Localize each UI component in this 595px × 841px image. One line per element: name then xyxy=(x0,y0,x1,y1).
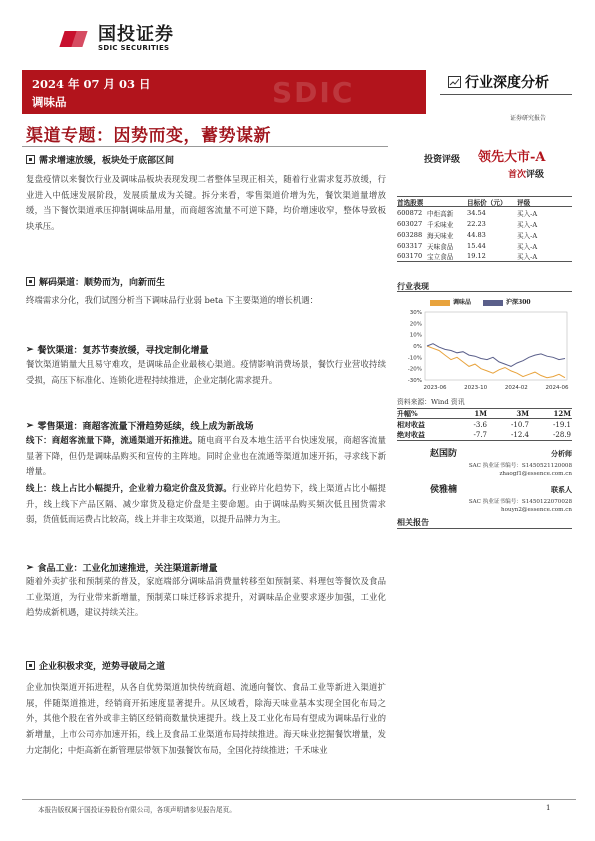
arrow-right-icon: ➢ xyxy=(26,420,34,431)
performance-chart xyxy=(397,306,572,394)
performance-table xyxy=(397,408,572,441)
cell: -7.7 xyxy=(473,431,487,439)
cell: -12.4 xyxy=(511,431,529,439)
section-heading-text: 需求增速放缓，板块处于底部区间 xyxy=(39,156,175,166)
analyst-cert: SAC 执业证书编号：S1450521120008 xyxy=(468,463,572,469)
analyst-email[interactable]: houyn2@essence.com.cn xyxy=(501,507,572,513)
industry-name: 调味品 xyxy=(32,95,67,109)
company-logo xyxy=(62,26,174,52)
sub-heading-catering xyxy=(26,343,209,356)
bullet-square-icon xyxy=(26,277,35,286)
target-price: 22.23 xyxy=(467,219,486,228)
stock-code: 600872 xyxy=(397,208,423,217)
plot-frame xyxy=(425,312,567,380)
bullet-square-icon xyxy=(26,661,35,670)
x-tick-label: 2024-06 xyxy=(545,385,569,391)
rating-value: 领先大市-A xyxy=(478,150,546,165)
legend-swatch xyxy=(483,300,503,306)
analyst-2 xyxy=(430,482,572,513)
target-price: 34.54 xyxy=(467,208,486,217)
stock-code: 603170 xyxy=(397,252,423,260)
catering-body: 餐饮渠道销量大且易守难攻，是调味品企业最核心渠道。疫情影响消费场景，餐饮行业营收持续受损，高压下标准化、连锁化进程持续推进，企业定制化需求提升。 xyxy=(26,359,386,385)
col-header: 评级 xyxy=(517,198,531,207)
online-text: 行业碎片化趋势下，线上渠道占比小幅提升，线上线下产品区隔、减少窜货及稳定价盘是主要命题。由于调味品购买频次低且囤货需求弱，货值低而运费占比较高，线上并非主攻渠道，以提升品牌力为主。 xyxy=(26,483,386,525)
y-tick-label: -20% xyxy=(407,366,422,373)
related-reports-title: 相关报告 xyxy=(397,517,429,527)
divider xyxy=(397,528,572,529)
x-tick-label: 2023-06 xyxy=(423,385,447,391)
retail-online-body xyxy=(26,481,386,528)
cell: -3.6 xyxy=(473,420,487,429)
analyst-title: 联系人 xyxy=(551,485,572,494)
stock-code: 603288 xyxy=(397,230,423,239)
stock-rating: 买入-A xyxy=(517,242,538,251)
y-tick-label: -10% xyxy=(407,355,422,362)
table-row xyxy=(397,218,572,229)
x-tick-label: 2023-10 xyxy=(464,385,488,391)
cell: -10.7 xyxy=(511,420,529,429)
food-industry-body: 随着外卖扩张和预制菜的普及，家庭端部分调味品消费量转移至如预制菜、料理包等餐饮及食品工业渠道，为行业带来新增量，预制菜口味迁移诉求提升，对调味品企业要求逐步加强，工业化趋势成新机遇，建议持续关注。 xyxy=(26,576,386,618)
y-tick-label: 20% xyxy=(409,321,422,328)
performance-title: 行业表现 xyxy=(397,281,429,291)
section-heading-2 xyxy=(26,275,165,288)
col-header: 升幅% xyxy=(397,408,418,418)
doc-type-label: 行业深度分析 xyxy=(465,75,549,91)
table-row xyxy=(397,251,572,262)
analyst-title: 分析师 xyxy=(551,449,572,458)
legend-swatch xyxy=(430,300,450,306)
footer-disclaimer: 本报告版权属于国投证券股份有限公司，各项声明请参见报告尾页。 xyxy=(38,806,236,814)
divider xyxy=(22,146,388,147)
x-tick-label: 2024-02 xyxy=(504,385,528,391)
target-price: 15.44 xyxy=(467,241,486,250)
stock-code: 603317 xyxy=(397,241,423,250)
section-2-body: 终端需求分化，我们试图分析当下调味品行业弱 beta 下主要渠道的增长机遇： xyxy=(26,295,318,305)
chart-legend xyxy=(430,297,531,306)
col-header: 首选股票 xyxy=(397,198,424,207)
stock-rating: 买入-A xyxy=(517,209,538,218)
col-header: 3M xyxy=(516,409,529,418)
bullet-square-icon xyxy=(26,155,35,164)
y-tick-label: -30% xyxy=(407,378,422,384)
stock-table-header xyxy=(397,196,572,207)
section-heading-text: 企业积极求变，逆势寻破局之道 xyxy=(39,662,166,672)
target-price: 44.83 xyxy=(467,230,486,239)
stock-table xyxy=(397,196,572,262)
analyst-name: 侯雅楠 xyxy=(430,485,458,495)
target-price: 19.12 xyxy=(467,252,486,260)
col-header: 1M xyxy=(474,409,487,418)
series-line-沪深300 xyxy=(427,344,565,367)
stock-name: 千禾味业 xyxy=(427,220,454,229)
series-line-调味品 xyxy=(427,346,565,378)
y-tick-label: 10% xyxy=(409,332,422,339)
sub-heading-food-industry xyxy=(26,561,218,574)
footer-divider xyxy=(22,799,576,800)
retail-offline-body xyxy=(26,433,386,480)
stock-rating: 买入-A xyxy=(517,231,538,240)
logo-cn: 国投证券 xyxy=(98,24,174,45)
page-title: 渠道专题：因势而变，蓄势谋新 xyxy=(26,126,271,146)
section-heading-3 xyxy=(26,659,165,672)
offline-lead: 线下：商超客流量下降，流通渠道开拓推进。 xyxy=(26,435,198,445)
y-tick-label: 30% xyxy=(409,310,422,316)
section-1-body: 复盘疫情以来餐饮行业及调味品板块表现发现二者整体呈现正相关，随着行业需求复苏放缓，行业进入中低速发展阶段，发展质量成为关键。拆分来看，零售渠道价增为先，餐饮渠道量增放缓，当下餐饮渠道承压抑制调味品用量，而商超客流量不可逆下降，均价增速收窄，整体导致板块承压。 xyxy=(26,174,386,232)
section-heading-text: 解码渠道：顺势而为，向新而生 xyxy=(39,278,166,288)
doc-type xyxy=(448,72,549,92)
header-banner xyxy=(22,70,426,114)
stock-name: 天味食品 xyxy=(427,242,454,251)
logo-mark-icon xyxy=(62,28,92,50)
rating-suffix: 评级 xyxy=(526,170,545,180)
sub-heading-text: 零售渠道：商超客流量下滑趋势延续，线上成为新战场 xyxy=(37,422,254,432)
offline-text: 随电商平台及本地生活平台快速发展，商超客流量显著下降，但仍是调味品购买和宣传的主阵地。同时企业也在流通等渠道加速开拓，寻求线下新增量。 xyxy=(26,435,387,477)
cell: -19.1 xyxy=(553,420,571,429)
chart-source: 资料来源：Wind 资讯 xyxy=(397,398,465,406)
divider xyxy=(440,94,572,95)
sub-heading-text: 食品工业：工业化加速推进，关注渠道新增量 xyxy=(37,564,218,574)
y-tick-label: 0% xyxy=(413,344,422,350)
analyst-1 xyxy=(430,446,572,477)
stock-code: 603027 xyxy=(397,219,423,228)
report-date: 2024 年 07 月 03 日 xyxy=(32,77,151,91)
performance-table-header xyxy=(397,408,572,419)
stock-name: 宝立食品 xyxy=(427,253,454,261)
section-heading-1 xyxy=(26,153,174,166)
col-header: 12M xyxy=(553,409,571,418)
cell: -28.9 xyxy=(553,431,571,439)
chart-icon xyxy=(448,76,461,88)
table-row xyxy=(397,419,572,430)
arrow-right-icon: ➢ xyxy=(26,344,34,355)
banner-watermark: SDIC xyxy=(272,76,355,109)
rating-first: 首次 xyxy=(508,170,527,180)
legend-label: 调味品 xyxy=(453,299,472,306)
table-row xyxy=(397,207,572,218)
report-subtype: 证券研究报告 xyxy=(510,115,547,122)
section-3-body: 企业加快渠道开拓进程，从各自优势渠道加快传统商超、流通向餐饮、食品工业等新进入渠道扩展，伴随渠道推进，经销商开拓速度显著提升。从区域看，除海天味业基本实现全国化布局之外，其他个股在省外或非主销区经销商数量快速提升。线上及工业化布局有望成为调味品行业的新增量，上市公司亦加速开拓，线上及食品工业渠道布局持续推进。海天味业挖掘餐饮增量，发力定制化；中炬高新在新管理层带领下加强餐饮布局，全国化持续推进；千禾味业 xyxy=(26,682,386,755)
logo-en: SDIC SECURITIES xyxy=(98,44,170,52)
col-header: 目标价（元） xyxy=(467,198,507,207)
analyst-name: 赵国防 xyxy=(430,449,458,459)
stock-rating: 买入-A xyxy=(517,253,538,261)
table-row xyxy=(397,229,572,240)
legend-item xyxy=(430,297,471,306)
analyst-cert: SAC 执业证书编号：S1450122070028 xyxy=(468,499,572,505)
table-row xyxy=(397,240,572,251)
divider xyxy=(397,291,572,292)
arrow-right-icon: ➢ xyxy=(26,562,34,573)
stock-rating: 买入-A xyxy=(517,220,538,229)
online-lead: 线上：线上占比小幅提升，企业着力稳定价盘及货源。 xyxy=(26,483,232,493)
sub-heading-text: 餐饮渠道：复苏节奏放缓，寻找定制化增量 xyxy=(37,346,209,356)
legend-item xyxy=(483,297,531,306)
stock-name: 海天味业 xyxy=(427,231,454,240)
row-label: 绝对收益 xyxy=(397,430,425,439)
rating-sub xyxy=(508,167,544,180)
row-label: 相对收益 xyxy=(397,419,425,429)
page-number: 1 xyxy=(546,804,551,812)
table-row xyxy=(397,430,572,441)
rating-label: 投资评级 xyxy=(424,155,461,165)
legend-label: 沪深300 xyxy=(506,299,531,306)
sub-heading-retail xyxy=(26,419,254,432)
stock-name: 中炬高新 xyxy=(427,209,454,218)
analyst-email[interactable]: zhaogf1@essence.com.cn xyxy=(499,471,572,477)
